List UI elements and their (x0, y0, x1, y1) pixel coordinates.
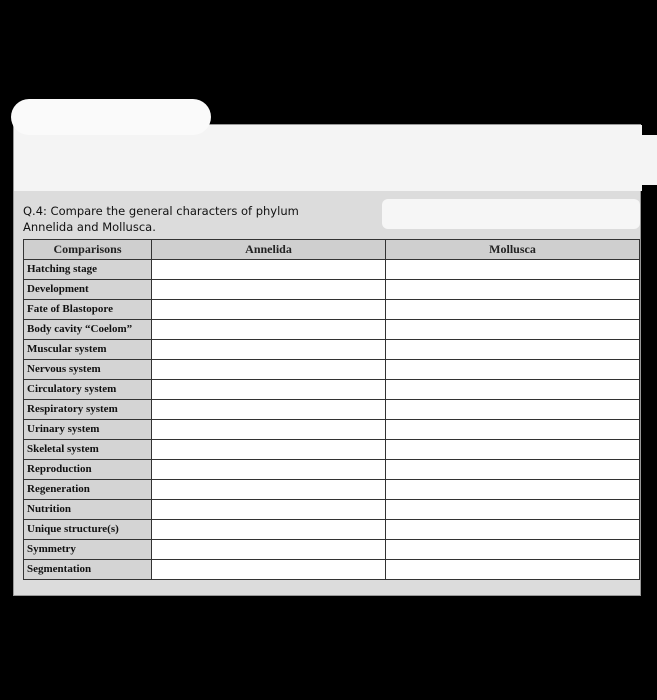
mollusca-answer-cell[interactable] (386, 280, 640, 300)
annelida-answer-cell[interactable] (152, 420, 386, 440)
row-label: Respiratory system (24, 400, 152, 420)
header-comparisons: Comparisons (24, 240, 152, 260)
row-label: Unique structure(s) (24, 520, 152, 540)
annelida-answer-cell[interactable] (152, 520, 386, 540)
question-text (23, 203, 323, 235)
table-row (24, 400, 640, 420)
annelida-answer-cell[interactable] (152, 480, 386, 500)
table-row (24, 520, 640, 540)
row-label: Body cavity “Coelom” (24, 320, 152, 340)
mollusca-answer-cell[interactable] (386, 540, 640, 560)
mollusca-answer-cell[interactable] (386, 380, 640, 400)
table-row (24, 380, 640, 400)
table-row (24, 260, 640, 280)
row-label: Circulatory system (24, 380, 152, 400)
annelida-answer-cell[interactable] (152, 460, 386, 480)
table-row (24, 280, 640, 300)
row-label: Reproduction (24, 460, 152, 480)
row-label: Hatching stage (24, 260, 152, 280)
redaction-right (382, 199, 640, 229)
row-label: Development (24, 280, 152, 300)
table-row (24, 420, 640, 440)
mollusca-answer-cell[interactable] (386, 300, 640, 320)
annelida-answer-cell[interactable] (152, 340, 386, 360)
table-row (24, 560, 640, 580)
mollusca-answer-cell[interactable] (386, 400, 640, 420)
table-row (24, 440, 640, 460)
row-label: Muscular system (24, 340, 152, 360)
table-row (24, 500, 640, 520)
annelida-answer-cell[interactable] (152, 560, 386, 580)
row-label: Symmetry (24, 540, 152, 560)
worksheet (13, 124, 641, 596)
annelida-answer-cell[interactable] (152, 280, 386, 300)
mollusca-answer-cell[interactable] (386, 340, 640, 360)
mollusca-answer-cell[interactable] (386, 500, 640, 520)
annelida-answer-cell[interactable] (152, 260, 386, 280)
table-row (24, 340, 640, 360)
table-header-row (24, 240, 640, 260)
annelida-answer-cell[interactable] (152, 320, 386, 340)
row-label: Nervous system (24, 360, 152, 380)
row-label: Segmentation (24, 560, 152, 580)
table-row (24, 540, 640, 560)
row-label: Regeneration (24, 480, 152, 500)
table-row (24, 480, 640, 500)
mollusca-answer-cell[interactable] (386, 360, 640, 380)
header-annelida: Annelida (152, 240, 386, 260)
annelida-answer-cell[interactable] (152, 300, 386, 320)
table-row (24, 460, 640, 480)
row-label: Urinary system (24, 420, 152, 440)
row-label: Nutrition (24, 500, 152, 520)
mollusca-answer-cell[interactable] (386, 460, 640, 480)
mollusca-answer-cell[interactable] (386, 480, 640, 500)
annelida-answer-cell[interactable] (152, 380, 386, 400)
question-line-1: Q.4: Compare the general characters of phylum (23, 204, 299, 218)
table-row (24, 360, 640, 380)
mollusca-answer-cell[interactable] (386, 520, 640, 540)
annelida-answer-cell[interactable] (152, 540, 386, 560)
mollusca-answer-cell[interactable] (386, 320, 640, 340)
table-row (24, 320, 640, 340)
question-line-2: Annelida and Mollusca. (23, 220, 156, 234)
annelida-answer-cell[interactable] (152, 500, 386, 520)
comparison-table (23, 239, 640, 580)
annelida-answer-cell[interactable] (152, 400, 386, 420)
redaction-strip (634, 135, 657, 185)
annelida-answer-cell[interactable] (152, 440, 386, 460)
mollusca-answer-cell[interactable] (386, 440, 640, 460)
mollusca-answer-cell[interactable] (386, 560, 640, 580)
mollusca-answer-cell[interactable] (386, 420, 640, 440)
row-label: Skeletal system (24, 440, 152, 460)
row-label: Fate of Blastopore (24, 300, 152, 320)
redaction-blob (11, 99, 211, 135)
annelida-answer-cell[interactable] (152, 360, 386, 380)
header-mollusca: Mollusca (386, 240, 640, 260)
mollusca-answer-cell[interactable] (386, 260, 640, 280)
table-row (24, 300, 640, 320)
